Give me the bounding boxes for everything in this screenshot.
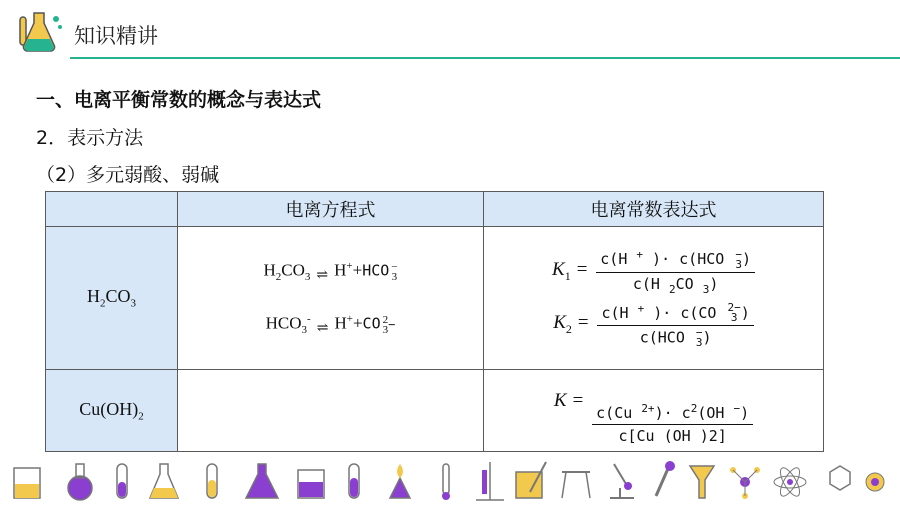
jar-icon xyxy=(298,470,324,498)
k-expression: K = $\frac{c(Cu ^{2+})\cdot c^2(OH ^-)}{c[Cu (OH )2]}$ xyxy=(484,388,823,445)
dropper-icon xyxy=(656,461,675,496)
row-label-h2co3: $H_2CO_3$ xyxy=(46,227,178,370)
test-tube-icon xyxy=(117,464,127,498)
header-divider xyxy=(70,57,900,59)
funnel-icon xyxy=(690,466,714,498)
test-tube-icon xyxy=(207,464,217,498)
k2-expression: $K_2$ = c(H + )· c(CO 2− 3 ) c(HCO − 3 ) xyxy=(484,302,823,349)
header-title: 知识精讲 xyxy=(74,24,158,48)
page-header xyxy=(0,0,900,62)
equilibrium-arrow-icon: ⇌ xyxy=(316,267,329,283)
table-row xyxy=(46,227,824,370)
constant-cell xyxy=(484,227,824,370)
row-label-cuoh2: $Cu(OH)_2$ xyxy=(46,370,178,452)
table-header-blank xyxy=(46,192,178,227)
lab-equipment-footer xyxy=(0,456,900,506)
test-tube-icon xyxy=(349,464,359,498)
table-row xyxy=(46,370,824,452)
tripod-icon xyxy=(562,472,590,498)
microscope-icon xyxy=(610,464,634,498)
subheading-polyprotic: （2）多元弱酸、弱碱 xyxy=(36,164,220,186)
section-title: 一、电离平衡常数的概念与表达式 xyxy=(36,89,322,111)
table-header-constant: 电离常数表达式 xyxy=(484,192,824,227)
retort-stand-icon xyxy=(476,462,504,500)
atom-icon xyxy=(774,465,806,499)
ionization-constant-table xyxy=(45,191,824,452)
lab-flask-logo-icon xyxy=(14,9,64,55)
thermometer-icon xyxy=(442,464,450,500)
table-header-equation: 电离方程式 xyxy=(178,192,484,227)
molecule-icon xyxy=(730,467,760,499)
conical-flask-icon xyxy=(246,464,278,498)
round-flask-icon xyxy=(68,464,92,500)
beaker-icon xyxy=(14,468,40,498)
erlenmeyer-flask-icon xyxy=(150,464,178,498)
sun-flask-icon xyxy=(866,473,884,491)
ionization-equation-2: $HCO_3^-\rightleftharpoons$ H++CO 2 3 − xyxy=(265,313,396,337)
burner-icon xyxy=(390,464,410,498)
beaker-stirrer-icon xyxy=(516,462,546,498)
equation-cell xyxy=(178,227,484,370)
equilibrium-arrow-icon: ⇌ xyxy=(316,320,329,336)
ionization-equation-1: $H_2CO_3$ ⇌ H++HCO − 3 xyxy=(263,259,398,283)
equation-cell-empty xyxy=(178,370,484,452)
k1-expression: $K_1$ = c(H + )· c(HCO − 3 ) c(H $_2$CO $_3$) xyxy=(484,248,823,296)
benzene-ring-icon xyxy=(830,466,850,490)
subheading-method: 2．表示方法 xyxy=(36,127,144,149)
constant-cell xyxy=(484,370,824,452)
